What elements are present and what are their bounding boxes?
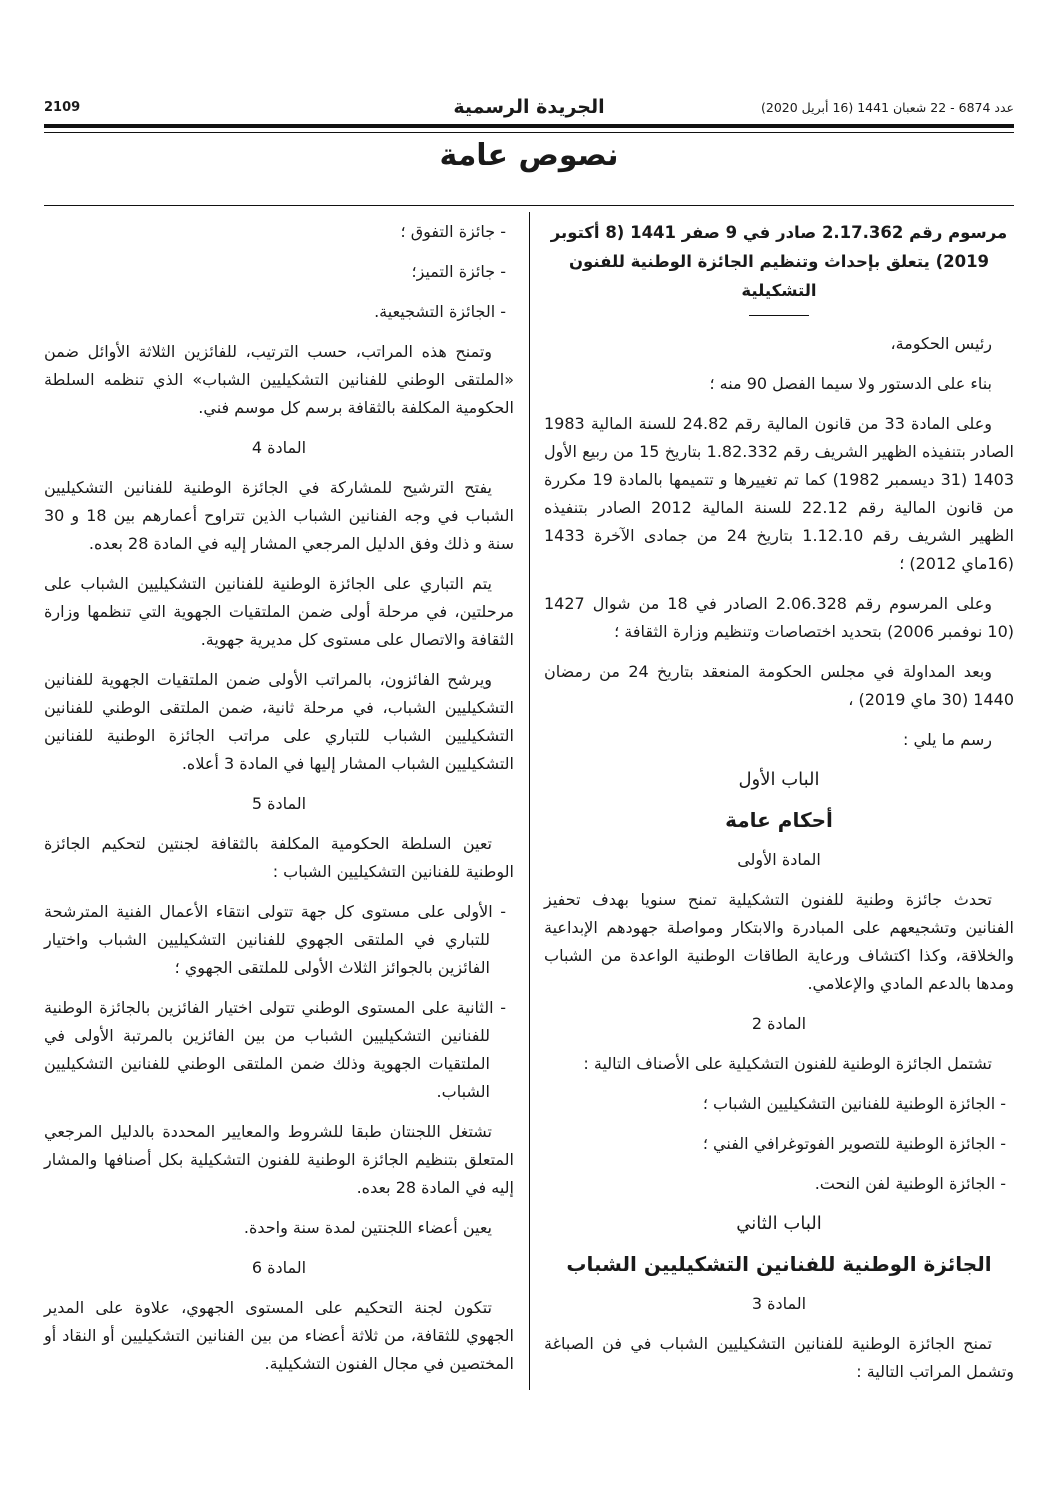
article-heading: المادة 4 (251, 438, 307, 457)
title-rule (749, 315, 809, 316)
list-item: - الأولى على مستوى كل جهة تتولى انتقاء الأعمال الفنية المترشحة للتباري في الملتقى الجهوي للفنانين التشكيليين الشباب واختيار الفائزين بالجوائز الثلاث الأولى للملتقى الجهوي ؛ (44, 902, 506, 977)
chapter-heading: الباب الأول (738, 769, 820, 790)
header-rule (44, 124, 1014, 128)
article-text: تشتمل الجائزة الوطنية للفنون التشكيلية على الأصناف التالية : (583, 1054, 992, 1073)
article-heading: المادة 2 (751, 1014, 807, 1033)
article-heading: المادة الأولى (737, 850, 821, 869)
article-text: تشتغل اللجنتان طبقا للشروط والمعايير المحددة بالدليل المرجعي المتعلق بتنظيم الجائزة الوطنية للفنون التشكيلية بكل أصنافها والمشار إليه في المادة 28 بعده. (44, 1122, 514, 1197)
list-item: - جائزة التميز؛ (411, 262, 506, 281)
header-rule-thin (44, 132, 1014, 133)
decree-title: مرسوم رقم 2.17.362 صادر في 9 صفر 1441 (8 أكتوبر 2019) يتعلق بإحداث وتنظيم الجائزة الوطنية للفنون التشكيلية (550, 223, 1008, 300)
column-divider (529, 212, 530, 1390)
chapter-heading: الباب الثاني (736, 1213, 822, 1234)
preamble-decree: وعلى المرسوم رقم 2.06.328 الصادر في 18 من شوال 1427 (10 نوفمبر 2006) بتحديد اختصاصات وتنظيم وزارة الثقافة ؛ (544, 594, 1014, 641)
article-heading: المادة 5 (251, 794, 307, 813)
list-item: - الثانية على المستوى الوطني تتولى اختيار الفائزين بالجائزة الوطنية للفنانين التشكيليين الشباب من بين الفائزين بالمرتبة الأولى في الملتقيات الجهوية وذلك ضمن الملتقى الوطني للفنانين التشكيليين الشباب. (44, 998, 506, 1101)
article-heading: المادة 6 (251, 1258, 307, 1277)
section-rule (44, 205, 1014, 206)
head-of-government: رئيس الحكومة، (890, 334, 992, 353)
left-column (44, 218, 514, 1390)
chapter-title: الجائزة الوطنية للفنانين التشكيليين الشباب (566, 1252, 992, 1276)
right-column (544, 218, 1014, 1398)
article-text: تعين السلطة الحكومية المكلفة بالثقافة لجنتين لتحكيم الجائزة الوطنية للفنانين التشكيليين الشباب : (44, 834, 514, 881)
list-item: - الجائزة الوطنية لفن النحت. (814, 1174, 1006, 1193)
preamble-constitution: بناء على الدستور ولا سيما الفصل 90 منه ؛ (709, 374, 992, 393)
page-header (44, 96, 1014, 126)
article-heading: المادة 3 (751, 1294, 807, 1313)
article-text: تتكون لجنة التحكيم على المستوى الجهوي، علاوة على المدير الجهوي للثقافة، من ثلاثة أعضاء من بين الفنانين التشكيليين أو النقاد أو المختصين في مجال الفنون التشكيلية. (44, 1298, 514, 1373)
decreed-line: رسم ما يلي : (903, 730, 992, 749)
preamble-deliberation: وبعد المداولة في مجلس الحكومة المنعقد بتاريخ 24 من رمضان 1440 (30 ماي 2019) ، (544, 662, 1014, 709)
page-number: 2109 (44, 100, 81, 115)
article-text: يتم التباري على الجائزة الوطنية للفنانين التشكيليين الشباب على مرحلتين، في مرحلة أولى ضمن الملتقيات الجهوية التي تنظمها وزارة الثقافة والاتصال على مستوى كل مديرية جهوية. (44, 574, 514, 649)
gazette-title: الجريدة الرسمية (453, 96, 605, 118)
list-item: - الجائزة الوطنية للتصوير الفوتوغرافي الفني ؛ (702, 1134, 1006, 1153)
list-item: - الجائزة الوطنية للفنانين التشكيليين الشباب ؛ (702, 1094, 1006, 1113)
article-text: ويرشح الفائزون، بالمراتب الأولى ضمن الملتقيات الجهوية للفنانين التشكيليين الشباب، في مرحلة ثانية، ضمن الملتقى الوطني للفنانين التشكيليين الشباب للتباري على مراتب الجائزة الوطنية للفنانين التشكيليين الشباب المشار إليها في المادة 3 أعلاه. (44, 670, 514, 773)
preamble-finance-law: وعلى المادة 33 من قانون المالية رقم 24.82 للسنة المالية 1983 الصادر بتنفيذه الظهير الشريف رقم 1.82.332 بتاريخ 15 من ربيع الأول 1403 (31 ديسمبر 1982) كما تم تغييرها و تتميمها بالمادة 19 مكررة من قانون المالية رقم 22.12 للسنة المالية 2012 الصادر بتنفيذه الظهير الشريف رقم 1.12.10 بتاريخ 24 من جمادى الآخرة 1433 (16ماي 2012) ؛ (544, 414, 1015, 573)
article-text: تحدث جائزة وطنية للفنون التشكيلية تمنح سنويا بهدف تحفيز الفنانين وتشجيعهم على المبادرة والابتكار ومواصلة جهودهم الإبداعية والخلاقة، وكذا اكتشاف ورعاية الطاقات الوطنية الواعدة من الشباب ومدها بالدعم المادي والإعلامي. (544, 890, 1014, 993)
issue-info: عدد 6874 - 22 شعبان 1441 (16 أبريل 2020) (761, 100, 1014, 115)
section-title: نصوص عامة (439, 138, 619, 173)
article-text: تمنح الجائزة الوطنية للفنانين التشكيليين الشباب في فن الصباغة وتشمل المراتب التالية : (544, 1334, 1014, 1381)
list-item: - الجائزة التشجيعية. (374, 302, 506, 321)
article-text: وتمنح هذه المراتب، حسب الترتيب، للفائزين الثلاثة الأوائل ضمن «الملتقى الوطني للفنانين التشكيليين الشباب» الذي تنظمه السلطة الحكومية المكلفة بالثقافة برسم كل موسم فني. (44, 342, 514, 417)
chapter-title: أحكام عامة (725, 808, 833, 832)
article-text: يعين أعضاء اللجنتين لمدة سنة واحدة. (243, 1218, 492, 1237)
list-item: - جائزة التفوق ؛ (400, 222, 506, 241)
article-text: يفتح الترشيح للمشاركة في الجائزة الوطنية للفنانين التشكيليين الشباب في وجه الفنانين الشباب الذين تتراوح أعمارهم بين 18 و 30 سنة و ذلك وفق الدليل المرجعي المشار إليه في المادة 28 بعده. (44, 478, 514, 553)
